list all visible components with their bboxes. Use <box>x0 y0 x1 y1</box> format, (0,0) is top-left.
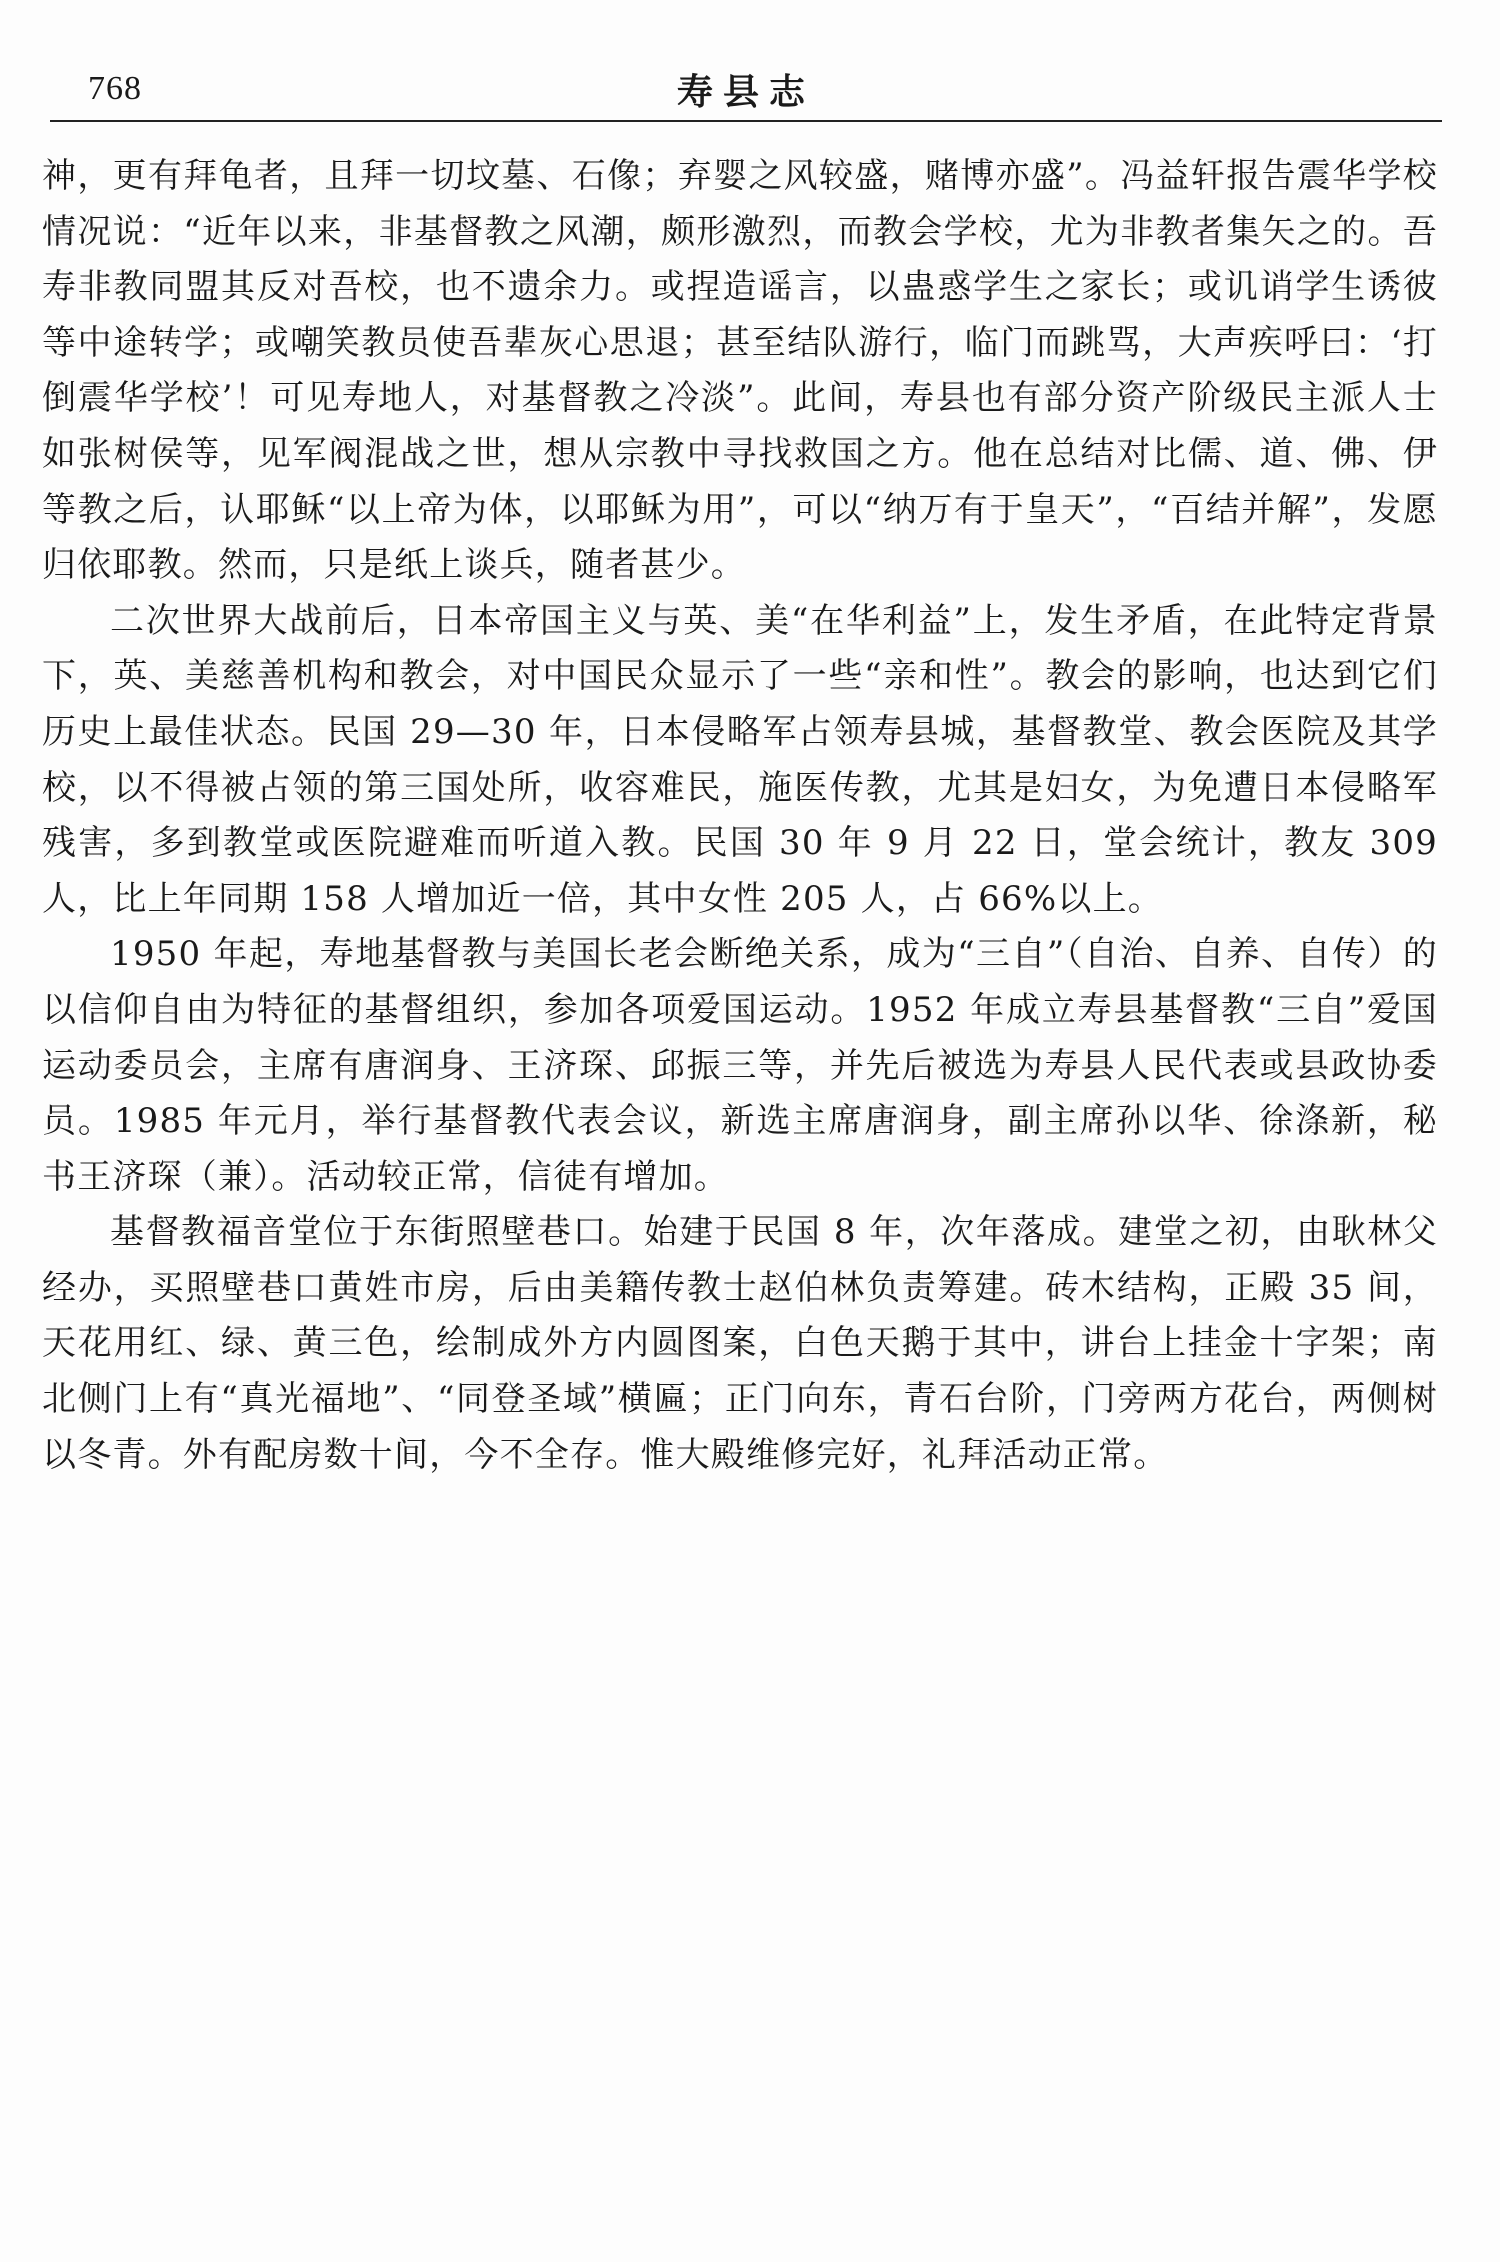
paragraph-gospel-church: 基督教福音堂位于东街照壁巷口。始建于民国 8 年，次年落成。建堂之初，由耿林父经办，买照壁巷口黄姓市房，后由美籍传教士赵伯林负责筹建。砖木结构，正殿 35 间，天花用红、绿、黄三色，绘制成外方内圆图案，白色天鹅于其中，讲台上挂金十字架；南北侧门上有“真光福地”、“同登圣域”横匾；正门向东，青石台阶，门旁两方花台，两侧树以冬青。外有配房数十间，今不全存。惟大殿维修完好，礼拜活动正常。 <box>42 1212 1438 1475</box>
paragraph-wwii-era: 二次世界大战前后，日本帝国主义与英、美“在华利益”上，发生矛盾，在此特定背景下，英、美慈善机构和教会，对中国民众显示了一些“亲和性”。教会的影响，也达到它们历史上最佳状态。民国 29—30 年，日本侵略军占领寿县城，基督教堂、教会医院及其学校，以不得被占领的第三国处所，收容难民，施医传教，尤其是妇女，为免遭日本侵略军残害，多到教堂或医院避难而听道入教。民国 30 年 9 月 22 日，堂会统计，教友 309 人，比上年同期 158 人增加近一倍，其中女性 205 人，占 66%以上。 <box>42 600 1438 919</box>
body-text <box>42 149 1438 1483</box>
paragraph-three-self: 1950 年起，寿地基督教与美国长老会断绝关系，成为“三自”（自治、自养、自传）的以信仰自由为特征的基督组织，参加各项爱国运动。1952 年成立寿县基督教“三自”爱国运动委员会，主席有唐润身、王济琛、邱振三等，并先后被选为寿县人民代表或县政协委员。1985 年元月，举行基督教代表会议，新选主席唐润身，副主席孙以华、徐涤新，秘书王济琛（兼）。活动较正常，信徒有增加。 <box>42 934 1438 1197</box>
page-header <box>50 58 1442 122</box>
page-number: 768 <box>88 70 142 107</box>
paragraph-continued: 神，更有拜龟者，且拜一切坟墓、石像；弃婴之风较盛，赌博亦盛”。冯益轩报告震华学校情况说：“近年以来，非基督教之风潮，颇形激烈，而教会学校，尤为非教者集矢之的。吾寿非教同盟其反对吾校，也不遗余力。或捏造谣言，以蛊惑学生之家长；或讥诮学生诱彼等中途转学；或嘲笑教员使吾辈灰心思退；甚至结队游行，临门而跳骂，大声疾呼曰：‘打倒震华学校’！可见寿地人，对基督教之冷淡”。此间，寿县也有部分资产阶级民主派人士如张树侯等，见军阀混战之世，想从宗教中寻找救国之方。他在总结对比儒、道、佛、伊等教之后，认耶稣“以上帝为体，以耶稣为用”，可以“纳万有于皇天”，“百结并解”，发愿归依耶教。然而，只是纸上谈兵，随者甚少。 <box>42 156 1438 586</box>
running-title: 寿县志 <box>676 72 815 113</box>
